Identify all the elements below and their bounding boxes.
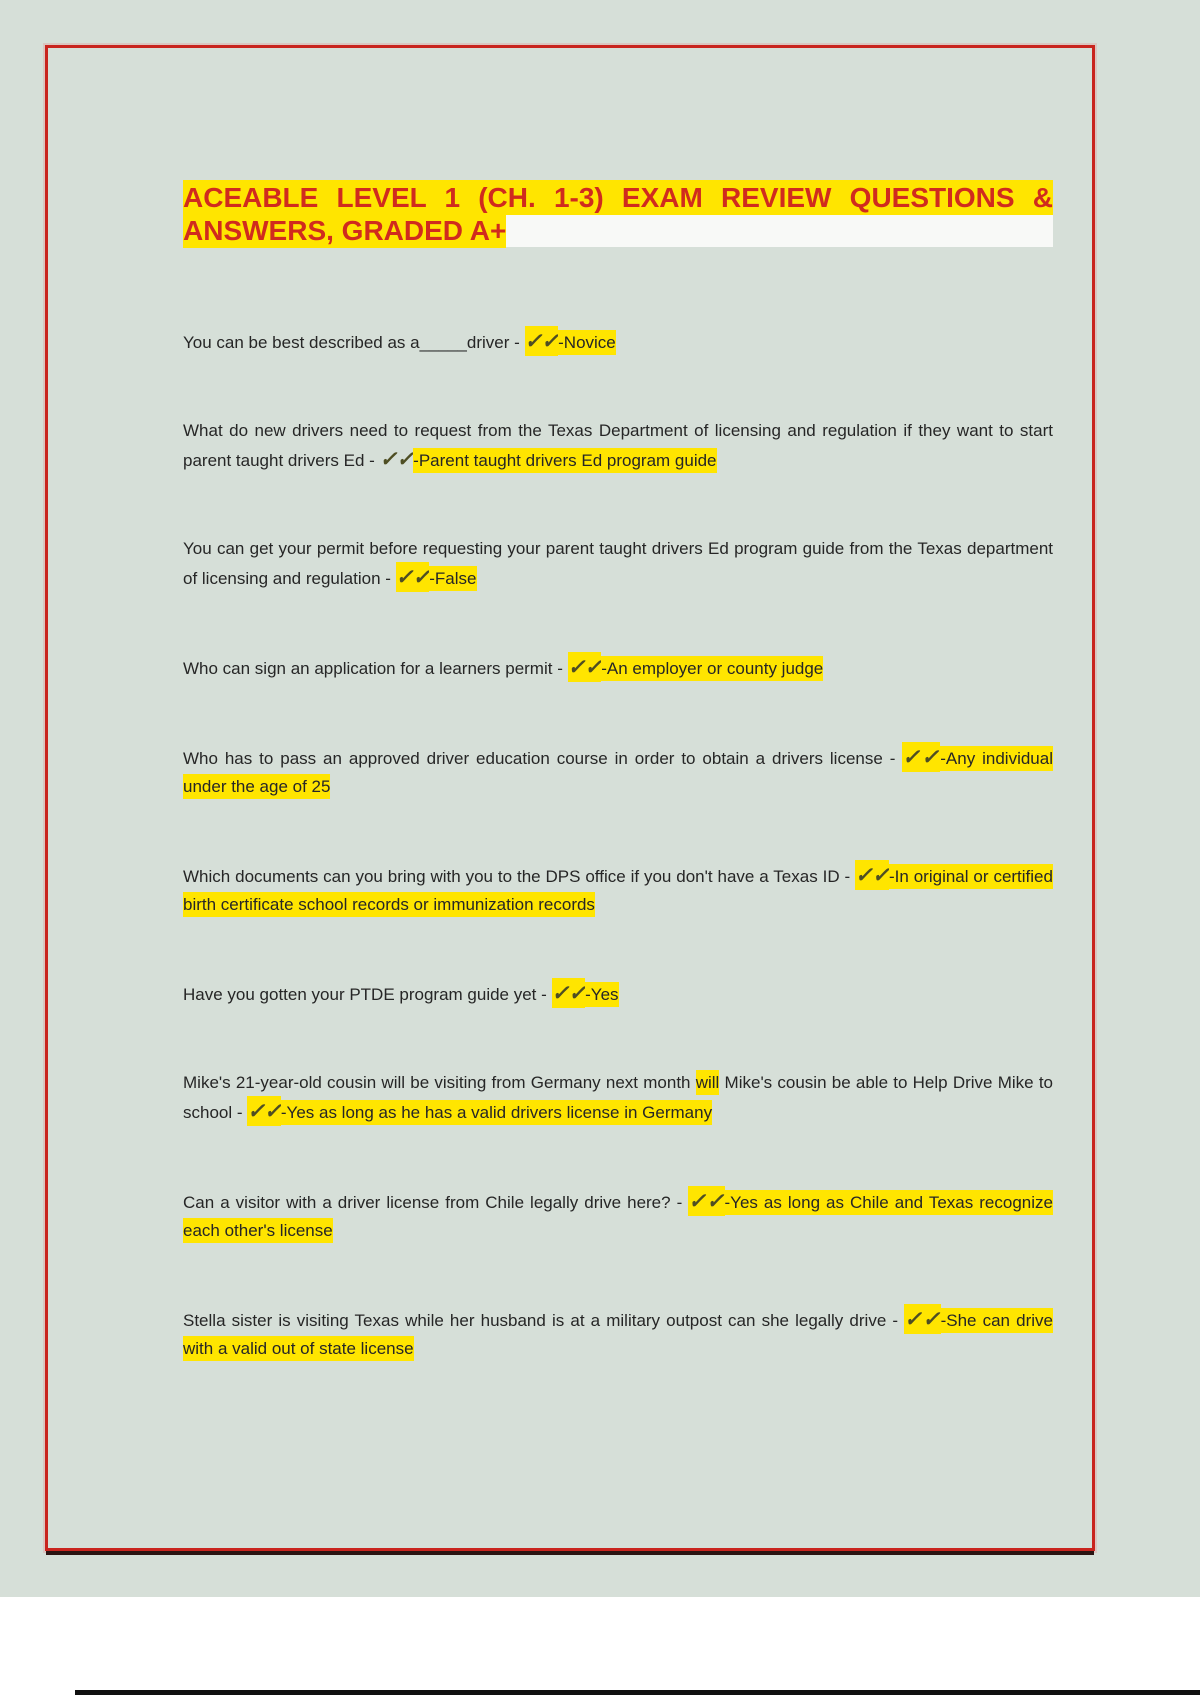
answer-highlight: -Yes as long as Chile and Texas recognize each other's license [183, 1190, 1053, 1243]
page-bottom-rule [75, 1690, 1200, 1695]
qa-item [183, 743, 1053, 801]
qa-item [183, 1187, 1053, 1245]
double-check-icon: ✓✓ [902, 742, 940, 772]
document-title-highlight: ACEABLE LEVEL 1 (CH. 1-3) EXAM REVIEW QUESTIONS & ANSWERS, GRADED A+ [183, 182, 1053, 246]
qa-item [183, 535, 1053, 593]
answer-highlight: -In original or certified birth certificate school records or immunization records [183, 864, 1053, 917]
double-check-icon: ✓✓ [396, 562, 430, 592]
question-text: Who has to pass an approved driver education course in order to obtain a drivers license - [183, 749, 903, 768]
answer-highlight: -Novice [558, 330, 616, 355]
question-text: Can a visitor with a driver license from Chile legally drive here? - [183, 1193, 689, 1212]
answer-highlight: -Any individual under the age of 25 [183, 746, 1053, 799]
question-list [183, 327, 1053, 1363]
question-text: Mike's cousin be able to Help Drive Mike to school - [183, 1073, 1053, 1122]
qa-item [183, 1305, 1053, 1363]
answer-highlight: -An employer or county judge [601, 656, 823, 681]
question-text: You can get your permit before requesting your parent taught drivers Ed program guide from the Texas department of licensing and regulation - [183, 539, 1053, 588]
question-text: You can be best described as a_____driver - [183, 333, 525, 352]
qa-item [183, 653, 1053, 683]
answer-highlight: -Parent taught drivers Ed program guide [413, 448, 716, 473]
qa-item [183, 327, 1053, 357]
answer-highlight: will [696, 1070, 720, 1095]
question-text: Stella sister is visiting Texas while her husband is at a military outpost can she legally drive - [183, 1311, 905, 1330]
double-check-icon: ✓✓ [379, 447, 414, 471]
question-text: Who can sign an application for a learners permit - [183, 659, 568, 678]
document-title [183, 181, 1053, 247]
double-check-icon: ✓✓ [568, 652, 602, 682]
double-check-icon: ✓✓ [855, 860, 889, 890]
document-content [96, 96, 1140, 1423]
answer-highlight: -She can drive with a valid out of state license [183, 1308, 1053, 1361]
qa-item [183, 979, 1053, 1009]
question-text: Mike's 21-year-old cousin will be visiting from Germany next month [183, 1073, 696, 1092]
qa-item [183, 1069, 1053, 1127]
question-text: Which documents can you bring with you to the DPS office if you don't have a Texas ID - [183, 867, 856, 886]
answer-highlight: -False [429, 566, 476, 591]
question-text: Have you gotten your PTDE program guide yet - [183, 985, 552, 1004]
qa-item [183, 417, 1053, 475]
double-check-icon: ✓✓ [552, 978, 586, 1008]
document-border-frame [45, 45, 1095, 1551]
double-check-icon: ✓✓ [247, 1096, 281, 1126]
double-check-icon: ✓✓ [904, 1304, 940, 1334]
double-check-icon: ✓✓ [525, 326, 559, 356]
double-check-icon: ✓✓ [688, 1186, 724, 1216]
question-text: What do new drivers need to request from the Texas Department of licensing and regulation if they want to start parent taught drivers Ed - [183, 421, 1053, 470]
answer-highlight: -Yes [585, 982, 618, 1007]
answer-highlight: -Yes as long as he has a valid drivers license in Germany [281, 1100, 712, 1125]
qa-item [183, 861, 1053, 919]
